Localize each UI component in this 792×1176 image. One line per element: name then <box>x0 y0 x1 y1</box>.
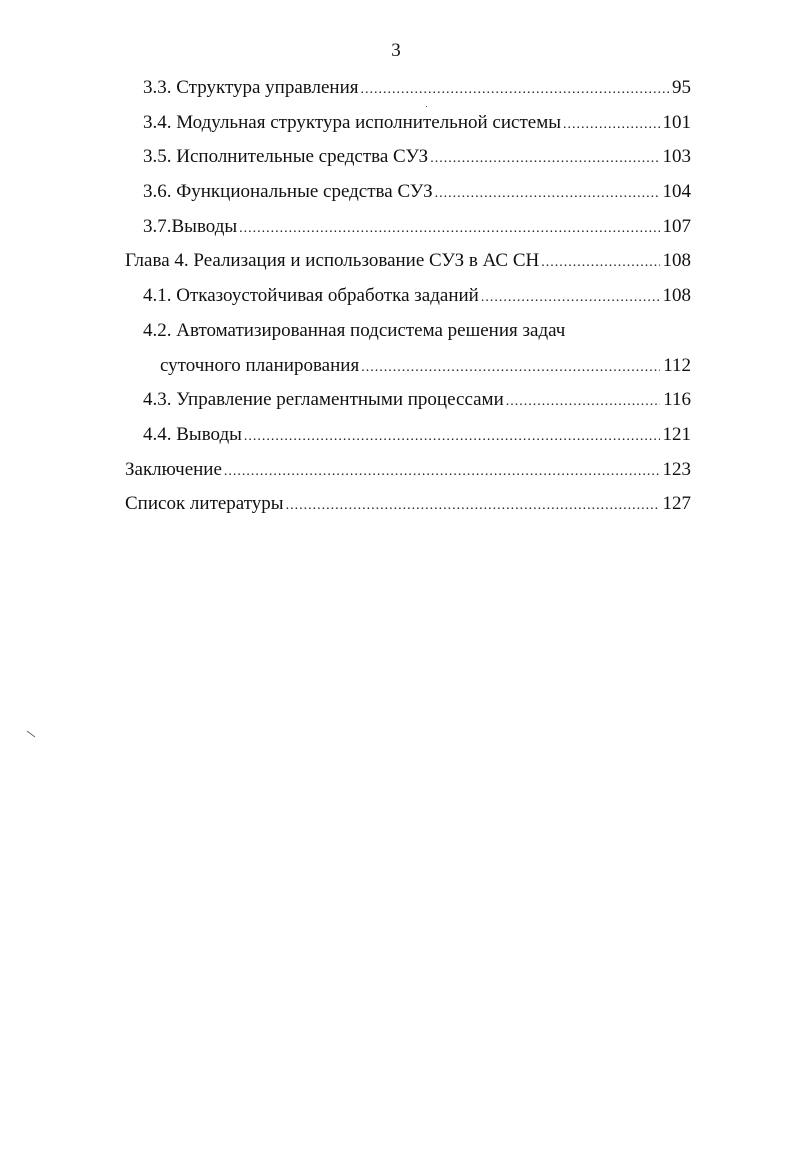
toc-entry-3-5[interactable] <box>0 142 792 177</box>
toc-entry-page: 103 <box>662 146 691 168</box>
toc-entry-title: суточного планирования <box>160 354 360 376</box>
toc-entry-title: 4.2. Автоматизированная подсистема решения задач <box>143 319 566 341</box>
toc-entry-page: 112 <box>663 354 691 376</box>
toc-entry-title: 3.3. Структура управления <box>143 77 359 98</box>
toc-entry-chapter-4[interactable] <box>0 246 792 281</box>
toc-entry-page: 101 <box>662 111 691 133</box>
toc-entry-4-2[interactable] <box>0 316 792 351</box>
toc-entry-title: 4.1. Отказоустойчивая обработка заданий <box>143 285 479 307</box>
dot-leader <box>481 283 660 313</box>
toc-entry-page: 107 <box>662 215 691 237</box>
toc-entry-page: 104 <box>662 181 691 203</box>
toc-entry-page: 108 <box>662 250 691 272</box>
toc-entry-title: Глава 4. Реализация и использование СУЗ в АС СН <box>125 250 540 272</box>
dot-leader <box>239 214 659 244</box>
dot-leader <box>361 353 660 383</box>
toc-entry-title: Список литературы <box>125 493 284 515</box>
toc-entry-3-4[interactable] <box>0 108 792 143</box>
scan-mark <box>26 730 36 738</box>
toc-entry-page: 123 <box>662 458 691 480</box>
toc-entry-page: 116 <box>663 389 691 411</box>
toc-entry-4-1[interactable] <box>0 281 792 316</box>
toc-entry-3-6[interactable] <box>0 177 792 212</box>
toc-entry-title: 3.6. Функциональные средства СУЗ <box>143 181 433 203</box>
table-of-contents <box>0 73 792 524</box>
toc-entry-4-4[interactable] <box>0 420 792 455</box>
toc-entry-4-2-continued[interactable] <box>0 351 792 386</box>
dot-leader <box>286 491 660 521</box>
toc-entry-title: 3.7.Выводы <box>143 215 238 237</box>
toc-entry-references[interactable] <box>0 489 792 524</box>
page-number: 3 <box>391 40 401 61</box>
dot-leader <box>224 457 660 487</box>
toc-entry-3-7[interactable] <box>0 212 792 247</box>
dot-leader <box>563 110 660 140</box>
toc-entry-title: 4.4. Выводы <box>143 423 242 445</box>
toc-entry-title: 3.4. Модульная структура исполнительной системы <box>143 111 561 133</box>
toc-entry-page: 127 <box>662 493 691 515</box>
toc-entry-page: 121 <box>662 423 691 445</box>
toc-entry-4-3[interactable] <box>0 385 792 420</box>
toc-entry-title: 4.3. Управление регламентными процессами <box>143 389 504 411</box>
scan-speck <box>426 106 427 107</box>
dot-leader <box>361 75 670 105</box>
toc-entry-3-3[interactable] <box>0 73 792 108</box>
toc-entry-page: 108 <box>662 285 691 307</box>
dot-leader <box>541 248 659 278</box>
dot-leader <box>435 179 660 209</box>
toc-entry-conclusion[interactable] <box>0 455 792 490</box>
toc-entry-title: Заключение <box>125 458 222 480</box>
dot-leader <box>430 144 659 174</box>
dot-leader <box>506 387 660 417</box>
dot-leader <box>244 422 660 452</box>
toc-entry-title: 3.5. Исполнительные средства СУЗ <box>143 146 429 168</box>
toc-entry-page: 95 <box>672 77 691 98</box>
